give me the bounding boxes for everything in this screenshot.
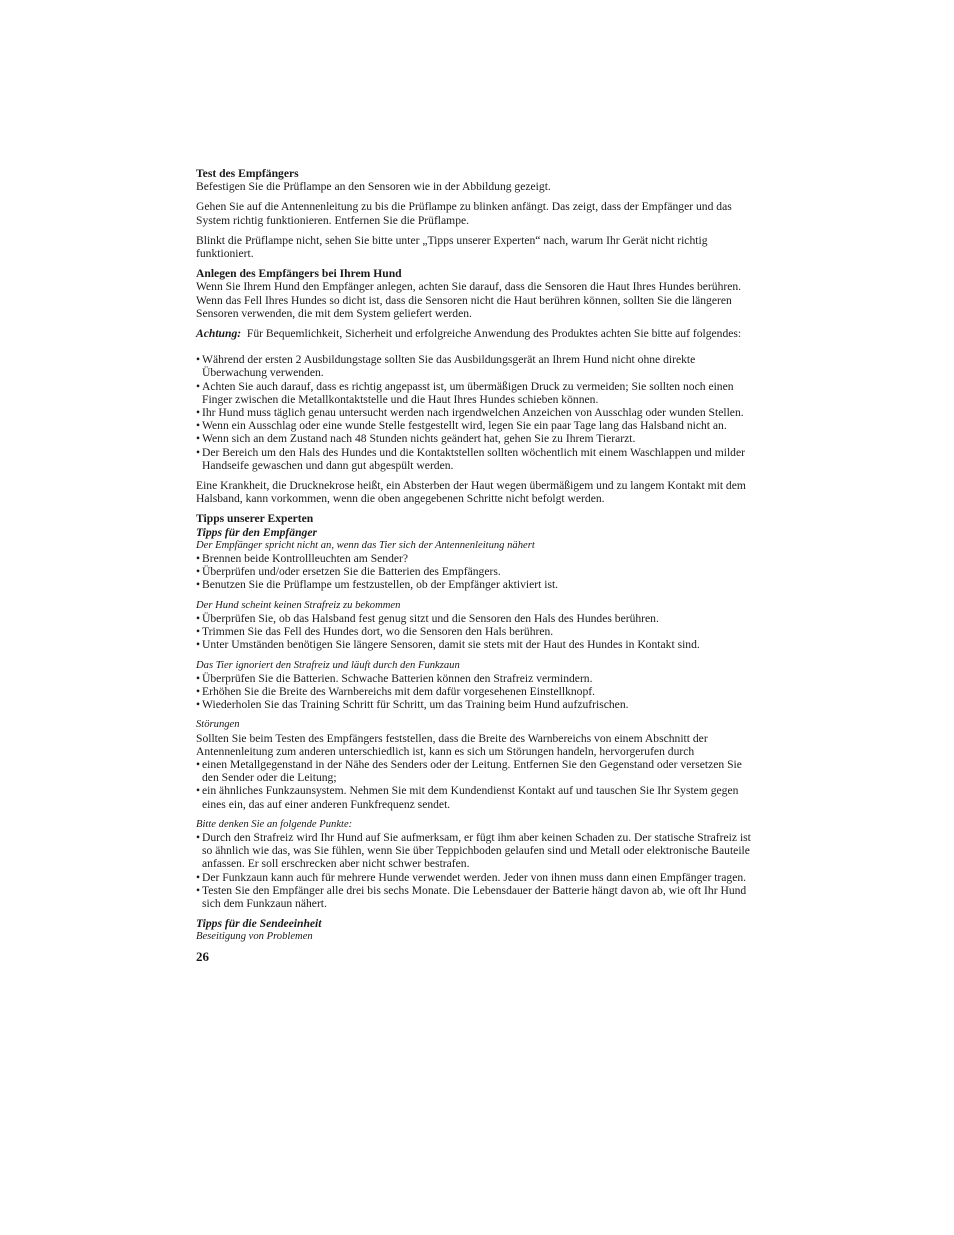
warning-text: Für Bequemlichkeit, Sicherheit und erfolgreiche Anwendung des Produktes achten Sie bitte auf folgendes:: [246, 327, 742, 341]
subsection-title-receiver: Tipps für den Empfänger: [196, 525, 317, 539]
list-item: • Überprüfen und/oder ersetzen Sie die Batterien des Empfängers.: [196, 565, 756, 578]
bullet-list: [196, 831, 756, 910]
list-item: • Benutzen Sie die Prüflampe um festzustellen, ob der Empfänger aktiviert ist.: [196, 578, 756, 591]
list-item: • Achten Sie auch darauf, dass es richtig angepasst ist, um übermäßigen Druck zu vermeiden; Sie sollten noch einen Finger zwischen die Metallkontaktstelle und die Haut Ihres Hundes schieben können.: [196, 380, 756, 406]
list-item: • Trimmen Sie das Fell des Hundes dort, wo die Sensoren den Hals berühren.: [196, 625, 756, 638]
paragraph: Blinkt die Prüflampe nicht, sehen Sie bitte unter „Tipps unserer Experten“ nach, warum Ihr Gerät nicht richtig funktioniert.: [196, 233, 708, 261]
bullet-list: [196, 758, 756, 811]
paragraph: Gehen Sie auf die Antennenleitung zu bis die Prüflampe zu blinken anfängt. Das zeigt, dass der Empfänger und das System richtig funktionieren. Entfernen Sie die Prüflampe.: [196, 200, 732, 227]
list-item: • Überprüfen Sie die Batterien. Schwache Batterien können den Strafreiz vermindern.: [196, 672, 756, 685]
list-item: • Der Bereich um den Hals des Hundes und die Kontaktstellen sollten wöchentlich mit einem Waschlappen und milder Handseife gewaschen und dann gut abgespült werden.: [196, 446, 756, 472]
list-item: • Wenn ein Ausschlag oder eine wunde Stelle festgestellt wird, legen Sie ein paar Tage lang das Halsband nicht an.: [196, 419, 756, 432]
list-item: • Unter Umständen benötigen Sie längere Sensoren, damit sie stets mit der Haut des Hundes in Kontakt sind.: [196, 638, 756, 651]
paragraph: Eine Krankheit, die Drucknekrose heißt, ein Absterben der Haut wegen übermäßigem und zu langem Kontakt mit dem Halsband, kann vorkommen, wenn die oben angegebenen Schritte nicht befolgt werden.: [196, 479, 746, 506]
bullet-list: [196, 552, 756, 592]
warning-label: Achtung:: [196, 327, 242, 341]
list-item: • Der Funkzaun kann auch für mehrere Hunde verwendet werden. Jeder von ihnen muss dann einen Empfänger tragen.: [196, 871, 756, 884]
paragraph: Sollten Sie beim Testen des Empfängers feststellen, dass die Breite des Warnbereichs von einem Abschnitt der Antennenleitung zum anderen unterschiedlich ist, kann es sich um Störungen handeln, hervorgerufen durch: [196, 731, 708, 758]
problem-title: Das Tier ignoriert den Strafreiz und läuft durch den Funkzaun: [196, 659, 460, 671]
problem-title: Bitte denken Sie an folgende Punkte:: [196, 818, 353, 830]
list-item: • Wenn sich an dem Zustand nach 48 Stunden nichts geändert hat, gehen Sie zu Ihrem Tierarzt.: [196, 432, 756, 445]
bullet-list-care: [196, 353, 756, 472]
list-item: • Durch den Strafreiz wird Ihr Hund auf Sie aufmerksam, er fügt ihm aber keinen Schaden zu. Der statische Strafreiz ist so ähnlich wie das, was Sie fühlen, wenn Sie über Teppichboden gelaufen sind und Metall oder elektronische Bauteile anfassen. Er soll erschrecken aber nicht schwer bestrafen.: [196, 831, 756, 871]
problem-title: Der Hund scheint keinen Strafreiz zu bekommen: [196, 599, 401, 611]
list-item: • Ihr Hund muss täglich genau untersucht werden nach irgendwelchen Anzeichen von Ausschlag oder wunden Stellen.: [196, 406, 756, 419]
document-page: [196, 167, 756, 963]
warning-paragraph: [196, 327, 756, 340]
section-title-receiver-test: Test des Empfängers: [196, 167, 299, 180]
subsection-title-transmitter: Tipps für die Sendeeinheit: [196, 917, 322, 931]
list-item: • Testen Sie den Empfänger alle drei bis sechs Monate. Die Lebensdauer der Batterie hängt davon ab, wie oft Ihr Hund sich dem Funkzaun nähert.: [196, 884, 756, 910]
page-number: 26: [196, 948, 209, 964]
problem-title: Der Empfänger spricht nicht an, wenn das Tier sich der Antennenleitung nähert: [196, 539, 535, 551]
bullet-list: [196, 612, 756, 652]
bullet-list: [196, 672, 756, 712]
list-item: • Wiederholen Sie das Training Schritt für Schritt, um das Training beim Hund aufzufrischen.: [196, 698, 756, 711]
list-item: • Während der ersten 2 Ausbildungstage sollten Sie das Ausbildungsgerät an Ihrem Hund nicht ohne direkte Überwachung verwenden.: [196, 353, 756, 379]
section-title-expert-tips: Tipps unserer Experten: [196, 512, 314, 526]
problem-title: Störungen: [196, 719, 240, 731]
paragraph: Befestigen Sie die Prüflampe an den Sensoren wie in der Abbildung gezeigt.: [196, 180, 551, 194]
list-item: • einen Metallgegenstand in der Nähe des Senders oder der Leitung. Entfernen Sie den Gegenstand oder versetzen Sie den Sender oder die Leitung;: [196, 758, 756, 784]
list-item: • ein ähnliches Funkzaunsystem. Nehmen Sie mit dem Kundendienst Kontakt auf und tauschen Sie Ihr System gegen eines ein, das auf einer anderen Funkfrequenz sendet.: [196, 784, 756, 810]
list-item: • Überprüfen Sie, ob das Halsband fest genug sitzt und die Sensoren den Hals des Hundes berühren.: [196, 612, 756, 625]
paragraph: Wenn Sie Ihrem Hund den Empfänger anlegen, achten Sie darauf, dass die Sensoren die Haut Ihres Hundes berühren. Wenn das Fell Ihres Hundes so dicht ist, dass die Sensoren nicht die Haut berühren können, sollten Sie die längeren Sensoren verwenden, die mit dem System geliefert werden.: [196, 280, 742, 320]
section-title-fitting: Anlegen des Empfängers bei Ihrem Hund: [196, 267, 402, 281]
list-item: • Brennen beide Kontrollleuchten am Sender?: [196, 552, 756, 565]
problem-title: Beseitigung von Problemen: [196, 931, 313, 943]
list-item: • Erhöhen Sie die Breite des Warnbereichs mit dem dafür vorgesehenen Einstellknopf.: [196, 685, 756, 698]
